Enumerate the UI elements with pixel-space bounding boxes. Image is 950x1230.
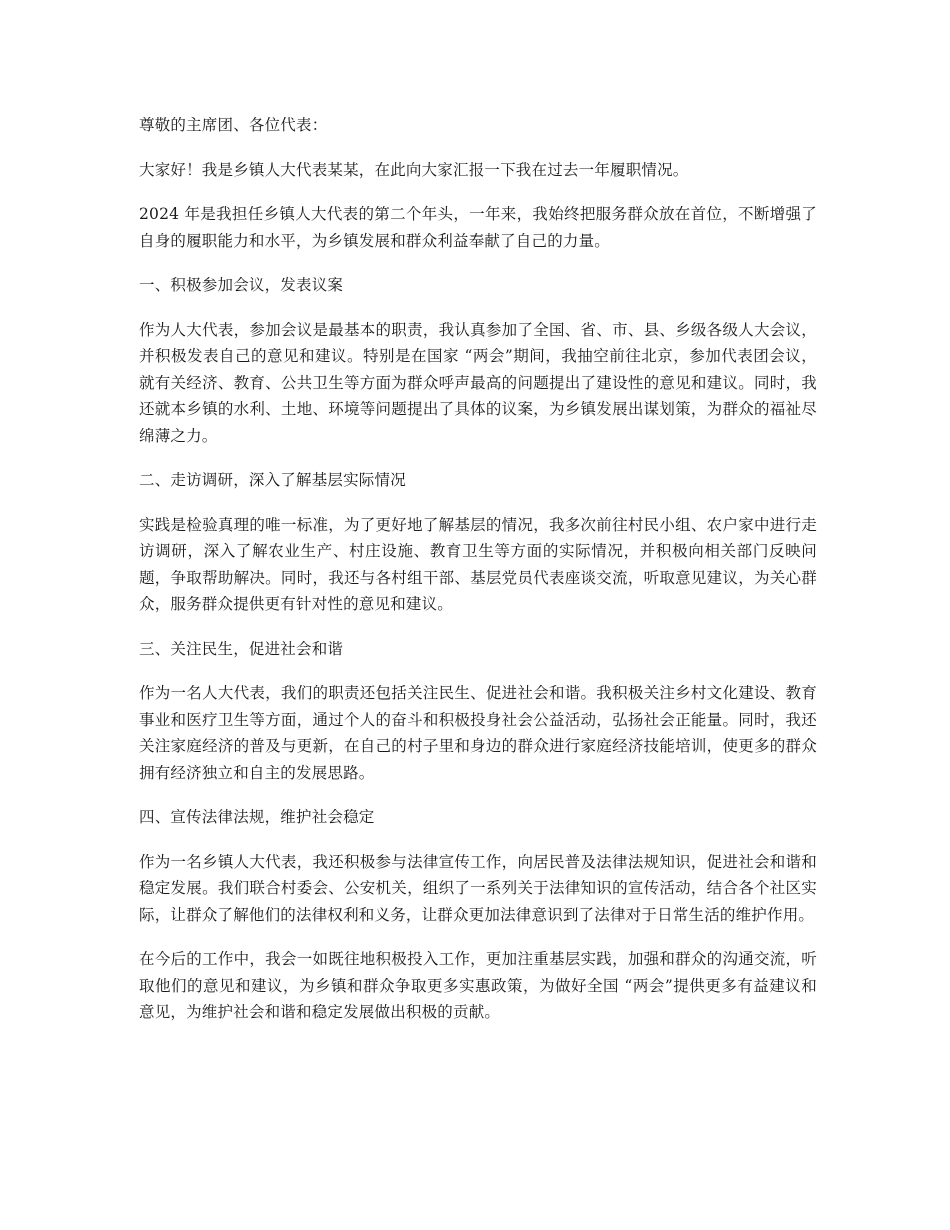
salutation: 尊敬的主席团、各位代表： bbox=[139, 116, 328, 134]
section-heading: 四、宣传法律法规，维护社会稳定 bbox=[139, 808, 375, 826]
section-heading: 一、积极参加会议，发表议案 bbox=[139, 276, 344, 294]
section-body: 实践是检验真理的唯一标准，为了更好地了解基层的情况，我多次前往村民小组、农户家中进行走访调研，深入了解农业生产、村庄设施、教育卫生等方面的实际情况，并积极向相关部门反映问题，争取帮助解决。同时，我还与各村组干部、基层党员代表座谈交流，听取意见建议，为关心群众，服务群众提供更有针对性的意见和建议。 bbox=[139, 515, 817, 613]
section-body: 作为一名人大代表，我们的职责还包括关注民生、促进社会和谐。我积极关注乡村文化建设、教育事业和医疗卫生等方面，通过个人的奋斗和积极投身社会公益活动，弘扬社会正能量。同时，我还关注家庭经济的普及与更新，在自己的村子里和身边的群众进行家庭经济技能培训，使更多的群众拥有经济独立和自主的发展思路。 bbox=[139, 684, 817, 782]
section-heading: 三、关注民生，促进社会和谐 bbox=[139, 639, 344, 658]
section-body: 作为人大代表，参加会议是最基本的职责，我认真参加了全国、省、市、县、乡级各级人大会议，并积极发表自己的意见和建议。特别是在国家 “两会”期间，我抽空前往北京，参加代表团会议，就有关经济、教育、公共卫生等方面为群众呼声最高的问题提出了建设性的意见和建议。同时，我还就本乡镇的水利、土地、环境等问题提出了具体的议案，为乡镇发展出谋划策，为群众的福祉尽绵薄之力。 bbox=[139, 320, 817, 445]
greeting: 大家好！我是乡镇人大代表某某，在此向大家汇报一下我在过去一年履职情况。 bbox=[139, 160, 689, 179]
document-page bbox=[139, 112, 817, 1044]
section-body: 作为一名乡镇人大代表，我还积极参与法律宣传工作，向居民普及法律法规知识，促进社会和谐和稳定发展。我们联合村委会、公安机关，组织了一系列关于法律知识的宣传活动，结合各个社区实际，让群众了解他们的法律权利和义务，让群众更加法律意识到了法律对于日常生活的维护作用。 bbox=[139, 852, 817, 924]
section-heading: 二、走访调研，深入了解基层实际情况 bbox=[139, 471, 406, 489]
closing-paragraph: 在今后的工作中，我会一如既往地积极投入工作，更加注重基层实践，加强和群众的沟通交流，听取他们的意见和建议，为乡镇和群众争取更多实惠政策，为做好全国 “两会”提供更多有益建议和意见，为维护社会和谐和稳定发展做出积极的贡献。 bbox=[139, 950, 817, 1021]
intro-paragraph: 2024 年是我担任乡镇人大代表的第二个年头，一年来，我始终把服务群众放在首位，不断增强了自身的履职能力和水平，为乡镇发展和群众利益奉献了自己的力量。 bbox=[139, 205, 817, 250]
